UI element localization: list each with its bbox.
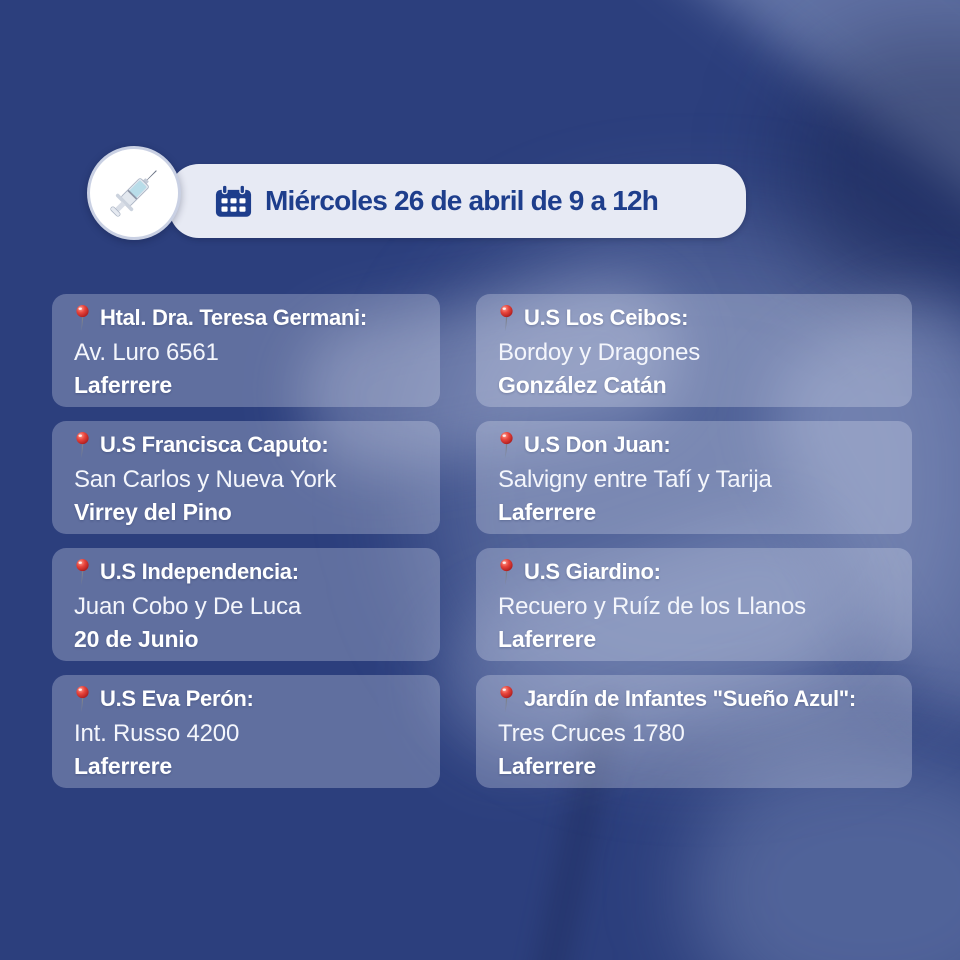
location-card [476, 421, 912, 534]
location-address: Tres Cruces 1780 [498, 720, 685, 747]
location-city: Virrey del Pino [74, 499, 232, 525]
location-card [52, 548, 440, 661]
location-address: Av. Luro 6561 [74, 339, 219, 366]
location-city: Laferrere [498, 753, 596, 779]
pin-icon [74, 431, 91, 460]
location-title: U.S Independencia: [100, 559, 299, 584]
location-title: U.S Francisca Caputo: [100, 432, 329, 457]
location-address: San Carlos y Nueva York [74, 466, 337, 493]
pin-icon [74, 558, 91, 587]
pin-icon [498, 304, 515, 333]
location-address: Juan Cobo y De Luca [74, 593, 302, 620]
pin-icon [498, 558, 515, 587]
location-title: Htal. Dra. Teresa Germani: [100, 305, 367, 330]
location-card [52, 421, 440, 534]
location-card [476, 548, 912, 661]
location-card [52, 675, 440, 788]
location-address: Int. Russo 4200 [74, 720, 240, 747]
location-title: U.S Eva Perón: [100, 686, 254, 711]
pin-icon [498, 685, 515, 714]
location-title: U.S Giardino: [524, 559, 661, 584]
pin-icon [74, 685, 91, 714]
location-city: Laferrere [74, 372, 172, 398]
location-title: Jardín de Infantes "Sueño Azul": [524, 686, 856, 711]
pin-icon [498, 431, 515, 460]
location-title: U.S Don Juan: [524, 432, 671, 457]
location-city: Laferrere [74, 753, 172, 779]
location-cards-grid [52, 294, 912, 788]
calendar-icon [215, 184, 252, 218]
location-card [476, 294, 912, 407]
location-city: Laferrere [498, 626, 596, 652]
pin-icon [74, 304, 91, 333]
location-address: Bordoy y Dragones [498, 339, 701, 366]
location-address: Recuero y Ruíz de los Llanos [498, 593, 806, 620]
location-city: 20 de Junio [74, 626, 199, 652]
location-city: González Catán [498, 372, 667, 398]
location-card [52, 294, 440, 407]
date-pill [169, 164, 746, 238]
location-card [476, 675, 912, 788]
date-label: Miércoles 26 de abril de 9 a 12h [265, 185, 659, 216]
syringe-icon [98, 157, 170, 229]
location-city: Laferrere [498, 499, 596, 525]
syringe-badge [87, 146, 181, 240]
location-address: Salvigny entre Tafí y Tarija [498, 466, 772, 493]
location-title: U.S Los Ceibos: [524, 305, 689, 330]
